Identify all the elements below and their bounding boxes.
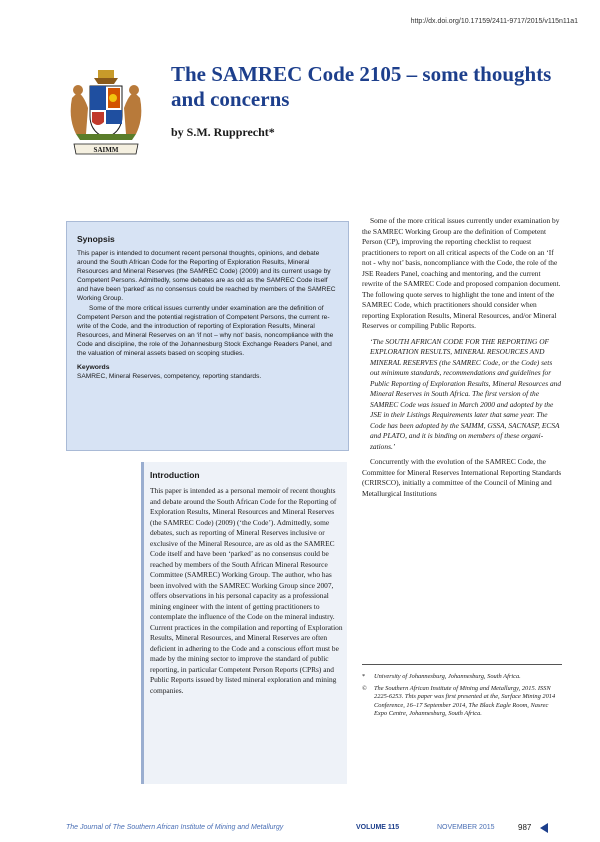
synopsis-paragraph: This paper is intended to document recent personal thoughts, opinions, and debate around the South African Code for the Reporting of Exploration Results, Mineral Resources and Mineral Reserves (the SAMREC Code) (2009) and its current usage by Competent Persons. Admittedly, some debates are as old as the SAMREC Code itself and have been ‘parked’ as no consensus could be reached by members of the SAMREC Working Group. (77, 250, 336, 303)
samrec-quote: ‘The SOUTH AFRICAN CODE FOR THE REPORTING OF EXPLORATION RESULTS, MINERAL RESOURCES AND MINERAL RESERVES (the SAMREC Code, or the Code) sets out minimum standards, recommendations and guidelines for Public Reporting of Exploration Results, Mineral Resources and Mineral Reserves in South Africa. The first version of the SAMREC Code was issued in March 2000 and adopted by the JSE in their Listings Requirements later that same year. The Code has been adopted by the SAIMM, GSSA, SACNASP, ECSA and PLATO, and it is binding on members of these organi-zations.’ (370, 336, 562, 451)
saimm-crest-icon (66, 68, 146, 158)
introduction-heading: Introduction (150, 470, 200, 480)
keywords-heading: Keywords (77, 364, 110, 372)
synopsis-paragraph: Some of the more critical issues currently under examination are the definition of Competent Person and the potential registration of Competent Persons, the current re-write of the Code, and the introduction of reporting of Exploration Results, Mineral Resources, and Mineral Reserves on an ‘if not – why not’ basis, noncompliance with the Code and discipline, the role of the Johannesburg Stock Exchange Readers Panel, and the valuation of mineral assets based on scoping studies. (77, 304, 334, 358)
right-column (362, 216, 562, 499)
footnote-text: University of Johannesburg, Johannesburg, South Africa. (374, 673, 521, 680)
page-number: 987 (518, 823, 532, 832)
synopsis-heading: Synopsis (77, 234, 115, 244)
article-title: The SAMREC Code 2105 – some thoughts and concerns (171, 62, 552, 111)
introduction-section (141, 462, 347, 784)
page-arrow-icon (540, 823, 548, 833)
footnotes (362, 664, 562, 722)
author-byline: by S.M. Rupprecht* (171, 125, 275, 139)
crest-motto: SAIMM (93, 146, 119, 154)
keywords-list: SAMREC, Mineral Reserves, competency, reporting standards. (77, 373, 262, 381)
footnote (362, 685, 562, 719)
footnote-text: The Southern African Institute of Mining and Metallurgy, 2015. ISSN 2225-6253. This paper was first presented at the, Surface Mining 2014 Conference, 16–17 September 2014, The Black Eagle Room, Nasrec Expo Centre, Johannesburg, South Africa. (374, 684, 556, 718)
page-footer (66, 824, 566, 834)
volume-number: VOLUME 115 (356, 824, 400, 831)
footnote (362, 673, 562, 682)
footnote-symbol: * (362, 673, 366, 680)
synopsis-box (66, 221, 349, 451)
body-paragraph: Some of the more critical issues currently under examination by the SAMREC Working Group are the definition of Competent Person (CP), improving the reporting checklist to request practitioners to report on all critical aspects of the Code on an ‘If not - why not’ basis, noncompliance with the Code, the role of the JSE Readers Panel, coaching and mentoring, and the current rewrite of the SAMREC Code and proposed companion document. The following quote serves to highlight the tone and intent of the SAMREC Code, which practitioners should consider when reporting Exploration Results, Mineral Resources, and/or Mineral Reserves or compiling Public Reports. (362, 216, 561, 330)
journal-name: The Journal of The Southern African Institute of Mining and Metallurgy (66, 824, 284, 831)
footnote-symbol: © (362, 684, 367, 692)
issue-month: NOVEMBER 2015 (437, 824, 495, 831)
body-paragraph: Concurrently with the evolution of the SAMREC Code, the Committee for Mineral Reserves International Reporting Standards (CRIRSCO), initially a committee of the Council of Mining and Metallurgical Institutions (362, 457, 562, 498)
introduction-body: This paper is intended as a personal memoir of recent thoughts and debate around the South African Code for the Reporting of Exploration Results, Mineral Resources and Mineral Reserves (the SAMREC Code) (2009) (‘the Code’). Admittedly, some debates, such as reporting of Mineral Reserves inclusive or exclusive of the Mineral Resource, are as old as the SAMREC Code itself and have been ‘parked’ as no consensus could be reached by members of the South African Mineral Resource Committee (SAMREC) Working Group. The author, who has been involved with the SAMREC Working Group since 2007, offers observations in his personal capacity as a professional mining engineer with the intent of getting practitioners to contemplate the influence of the Code on the mineral industry. Current practices in the compilation and reporting of Exploration Results, Mineral Resources, and Mineral Reserves are often deficient in adhering to the Code and a conscious effort must be made by the mining sector to improve the standard of public reporting, in particular Competent Person Reports (CPRs) and Public Reports issued by listed mineral exploration and mining companies. (150, 486, 343, 695)
doi-link[interactable]: http://dx.doi.org/10.17159/2411-9717/2015/v115n11a1 (410, 18, 578, 25)
